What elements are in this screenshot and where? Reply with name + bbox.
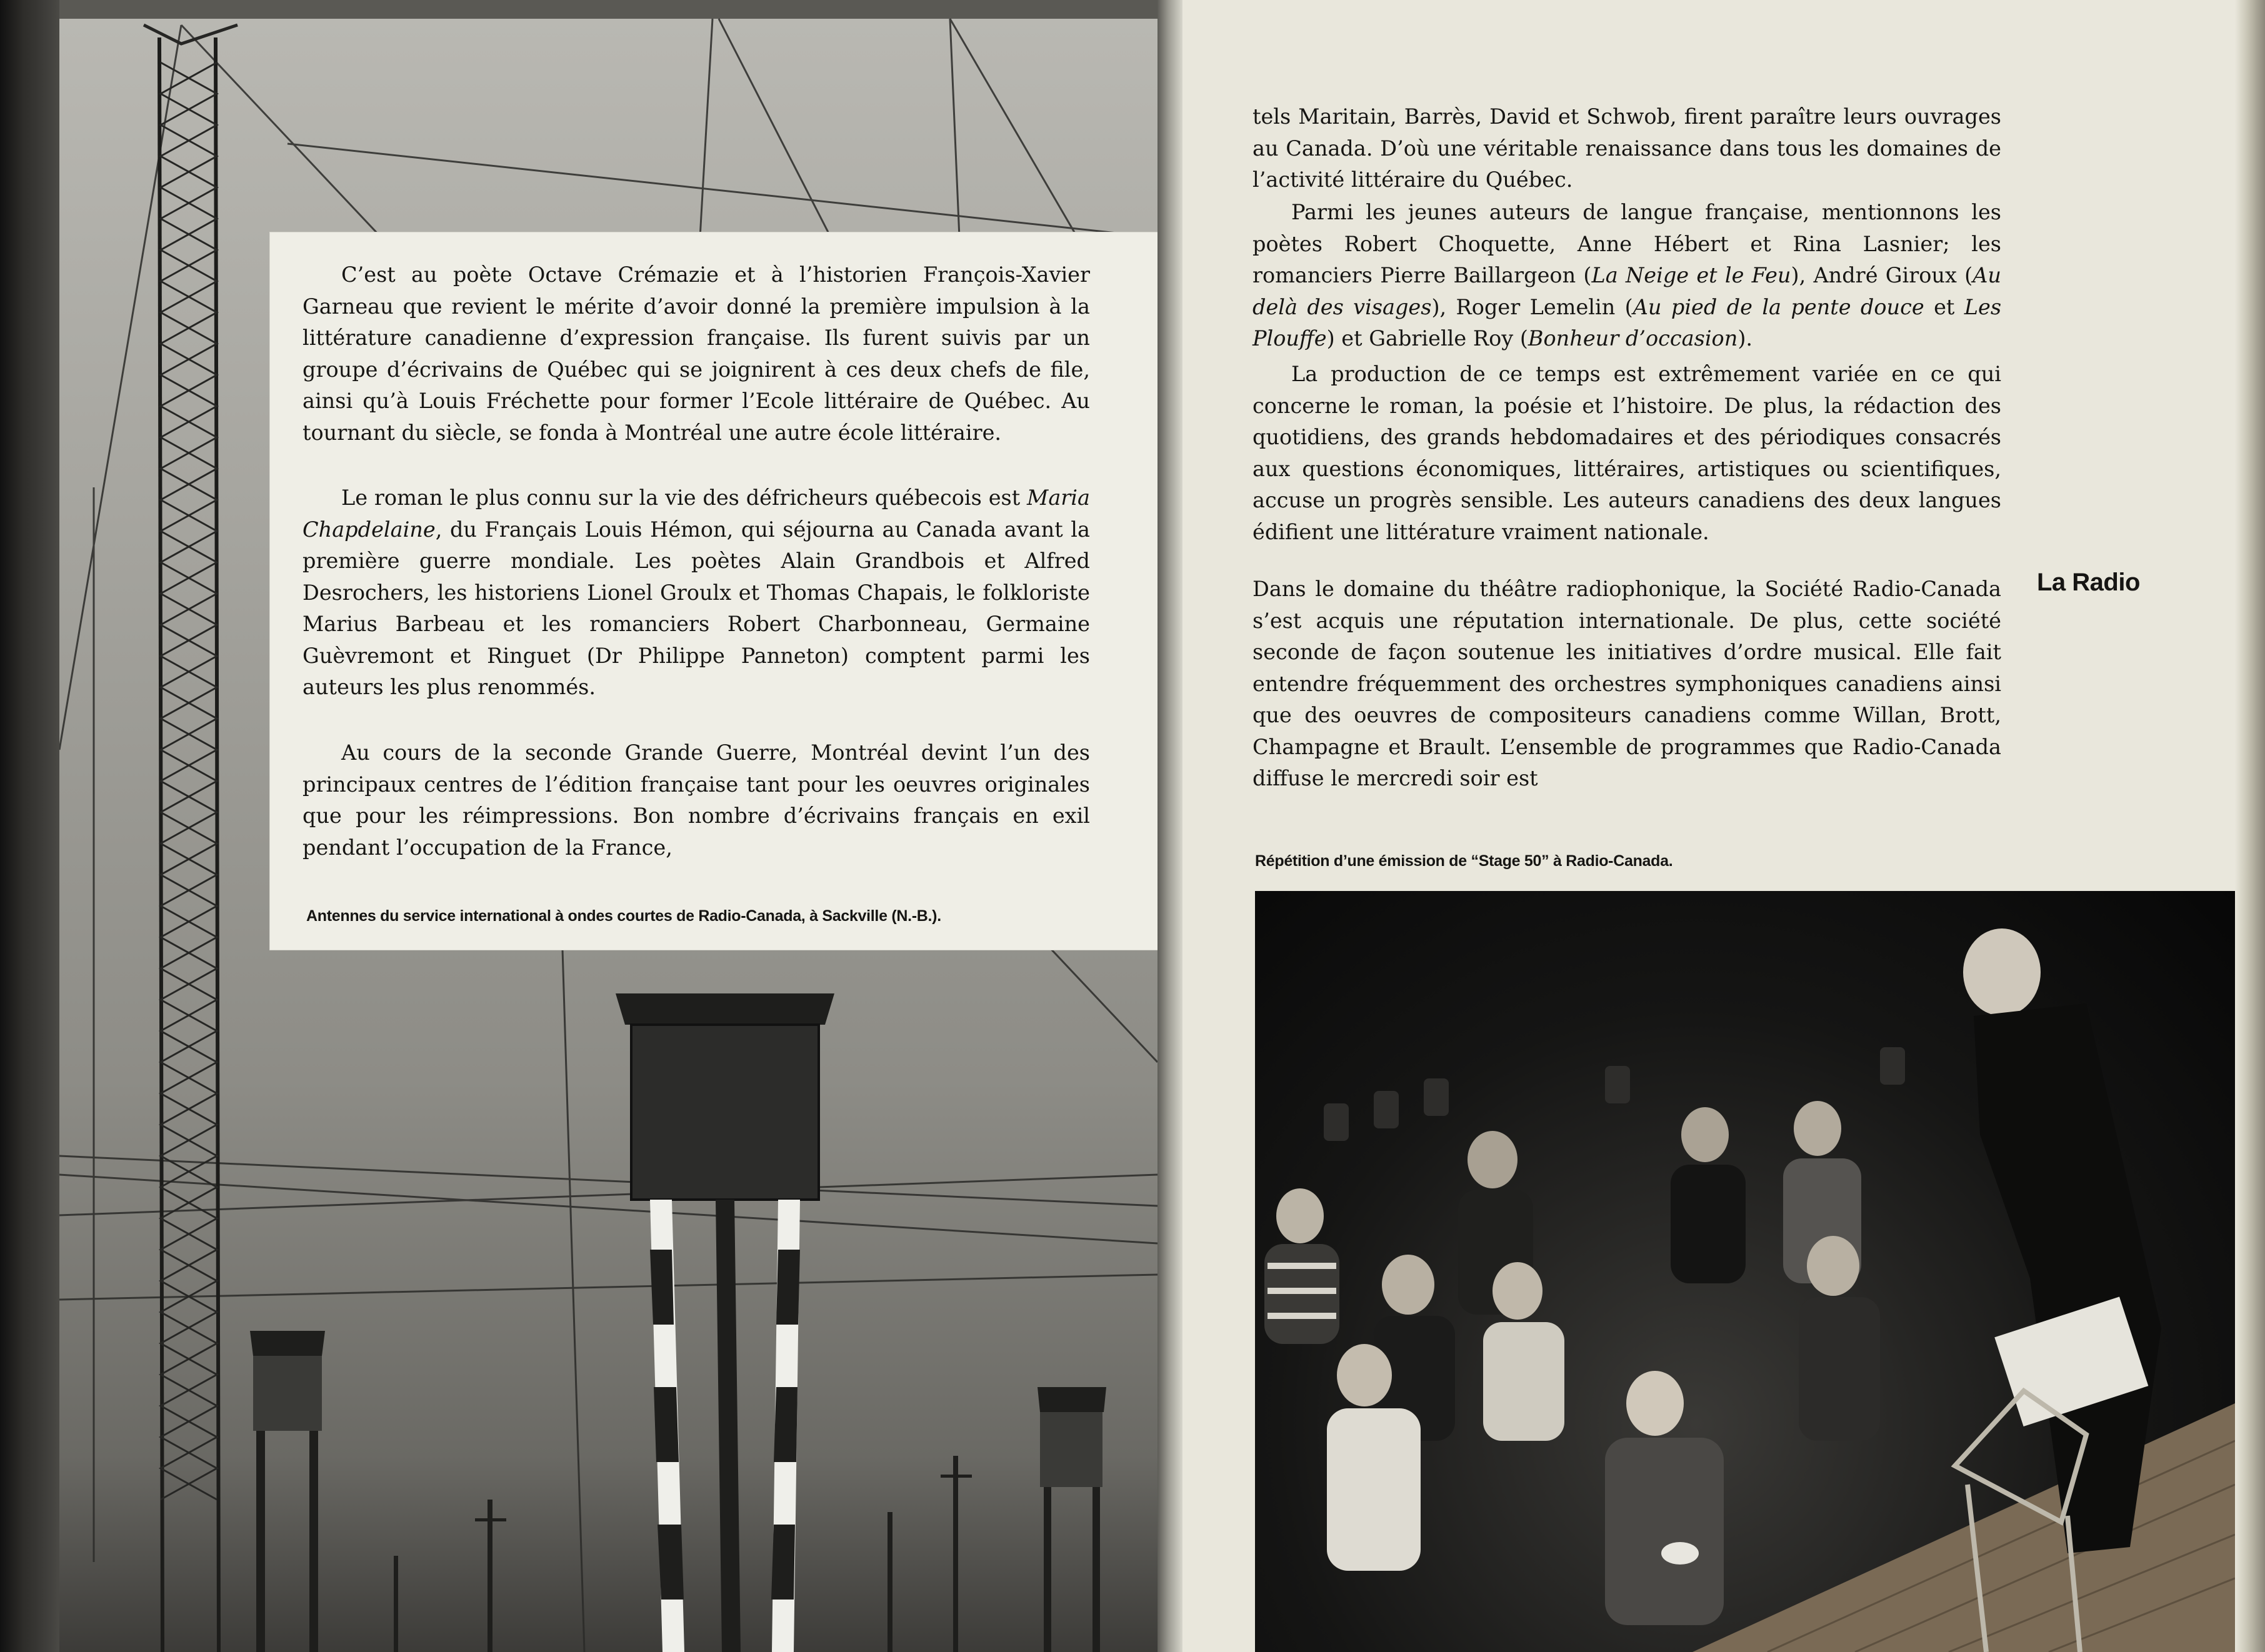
right-paragraph-2-part-f: ). bbox=[1738, 326, 1753, 351]
italic-title-la-neige: La Neige et le Feu bbox=[1591, 263, 1791, 287]
italic-title-au-dela: Au delà des visages bbox=[1252, 263, 2002, 319]
left-paragraph-2-part-b: , du Français Louis Hémon, qui séjourna au Canada avant la première guerre mondiale. Les poètes Alain Grandbois et Alfred Desrochers, les historiens Lionel Groulx et Thomas Chapais, le folkloriste Marius Barbeau et les romanciers Robert Charbonneau, Germaine Guèvremont et Ringuet (Dr Philippe Panneton) comptent parmi les auteurs les plus renommés. bbox=[302, 517, 1090, 699]
left-text-panel bbox=[270, 232, 1158, 950]
right-paragraph-1: tels Maritain, Barrès, David et Schwob, firent paraître leurs ouvrages au Canada. D’où une véritable renaissance dans tous les domaines de l’activité littéraire du Québec. bbox=[1252, 104, 2001, 192]
right-paragraph-2 bbox=[1252, 197, 2001, 355]
italic-title-maria-chapdelaine: Maria Chapdelaine bbox=[302, 485, 1090, 542]
right-page bbox=[1182, 0, 2265, 1652]
rehearsal-photo-caption: Répétition d’une émission de “Stage 50” à Radio-Canada. bbox=[1255, 852, 1673, 870]
right-page-edge bbox=[2235, 0, 2265, 1652]
left-paragraph-2-part-a: Le roman le plus connu sur la vie des défricheurs québecois est bbox=[341, 485, 1028, 510]
left-paragraph-3: Au cours de la seconde Grande Guerre, Montréal devint l’un des principaux centres de l’édition française tant pour les oeuvres originales que pour les réimpressions. Bon nombre d’écrivains français en exil pendant l’occupation de la France, bbox=[302, 740, 1090, 860]
right-paragraph-2-part-d: et bbox=[1924, 294, 1964, 319]
left-paragraph-2 bbox=[302, 482, 1090, 704]
italic-title-bonheur: Bonheur d’occasion bbox=[1528, 326, 1738, 351]
rehearsal-photo bbox=[1255, 891, 2235, 1652]
rehearsal-photo-image bbox=[1255, 891, 2235, 1652]
antenna-photo-caption: Antennes du service international à ondes courtes de Radio-Canada, à Sackville (N.-B.). bbox=[306, 907, 941, 925]
left-paragraph-1: C’est au poète Octave Crémazie et à l’historien François-Xavier Garneau que revient le mérite d’avoir donné la première impulsion à la littérature canadienne d’expression française. Ils furent suivis par un groupe d’écrivains de Québec qui se joignirent à ces deux chefs de file, ainsi qu’à Louis Fréchette pour former l’Ecole littéraire de Québec. Au tournant du siècle, se fonda à Montréal une autre école littéraire. bbox=[302, 262, 1090, 445]
italic-title-au-pied: Au pied de la pente douce bbox=[1632, 294, 1924, 319]
right-paragraph-2-part-c: ), Roger Lemelin ( bbox=[1431, 294, 1633, 319]
italic-title-les-plouffe: Les Plouffe bbox=[1252, 294, 2002, 351]
right-paragraph-2-part-e: ) et Gabrielle Roy ( bbox=[1326, 326, 1528, 351]
right-paragraph-2-part-b: ), André Giroux ( bbox=[1791, 263, 1973, 287]
right-paragraph-3: La production de ce temps est extrêmement variée en ce qui concerne le roman, la poésie et l’histoire. De plus, la rédaction des quotidiens, des grands hebdomadaires et des périodiques consacrés aux questions économiques, littéraires, artistiques ou scientifiques, accuse un progrès sensible. Les auteurs canadiens des deux langues édifient une littérature vraiment nationale. bbox=[1252, 362, 2001, 544]
book-gutter bbox=[1158, 0, 1182, 1652]
left-page-edge bbox=[0, 0, 59, 1652]
right-paragraph-2-part-a: Parmi les jeunes auteurs de langue française, mentionnons les poètes Robert Choquette, Anne Hébert et Rina Lasnier; les romanciers Pierre Baillargeon ( bbox=[1252, 200, 2001, 287]
side-heading-la-radio: La Radio bbox=[2037, 569, 2140, 596]
right-paragraph-4: Dans le domaine du théâtre radiophonique, la Société Radio-Canada s’est acquis une réputation internationale. De plus, cette société seconde de façon soutenue les initiatives d’ordre musical. Elle fait entendre fréquemment des orchestres symphoniques canadiens ainsi que des oeuvres de compositeurs canadiens comme Willan, Brott, Champagne et Brault. L’ensemble de programmes que Radio-Canada diffuse le mercredi soir est bbox=[1252, 577, 2001, 790]
